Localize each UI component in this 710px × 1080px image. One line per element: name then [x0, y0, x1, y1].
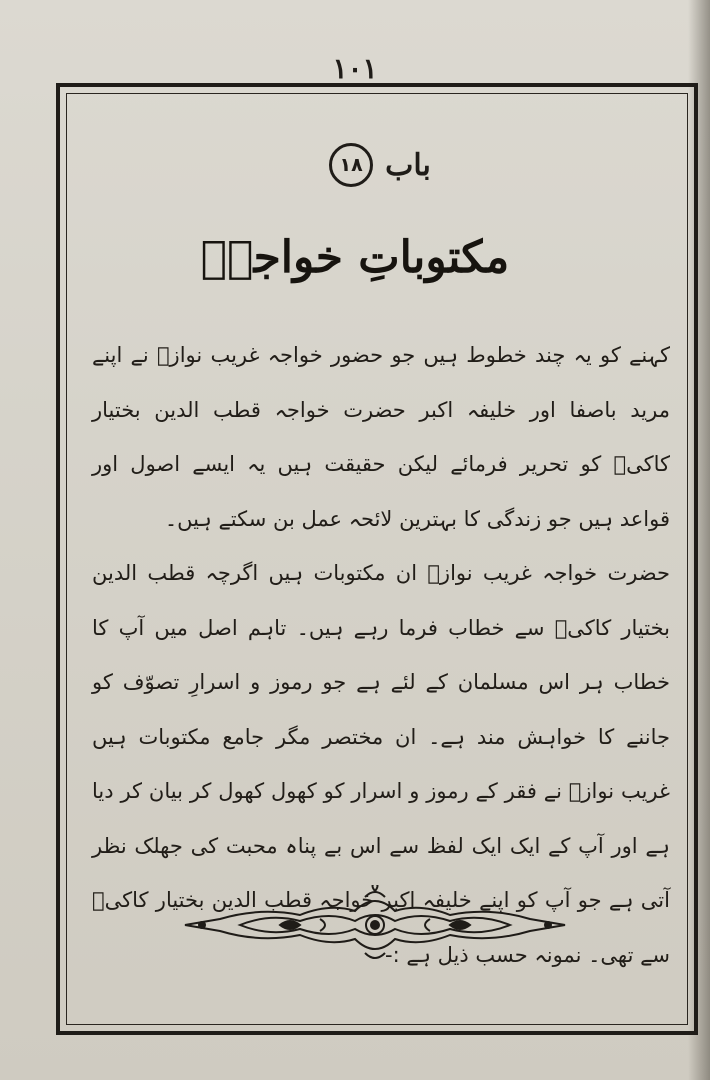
paragraph: حضرت خواجہ غریب نوازؒ ان مکتوبات ہیں اگرچہ قطب الدین بختیار کاکیؒ سے خطاب فرما رہے ہیں۔ تاہم اصل میں آپ کا خطاب ہر اس مسلمان کے لئے ہے جو رموز و اسرارِ تصوّف کو جاننے کا خواہش مند ہے۔ ان مختصر مگر جامع مکتوبات ہیں غریب نوازؒ نے فقر کے رموز و اسرار کو کھول کھول کر بیان کر دیا ہے اور آپ کے ایک ایک لفظ سے اس بے پناہ محبت کی جھلک نظر آتی ہے جو آپ کو اپنے خلیفہ اکبر خواجہ قطب الدین بختیار کاکیؒ سے تھی۔ نمونہ حسب ذیل ہے :- [92, 561, 670, 967]
chapter-number-badge [329, 143, 373, 187]
chapter-number: ۱۸ [339, 154, 363, 176]
chapter-heading [290, 142, 470, 188]
body-text [92, 328, 670, 982]
floral-divider-ornament-icon [180, 885, 570, 965]
page-number: ۱۰۱ [332, 52, 378, 85]
chapter-label: باب [385, 147, 431, 183]
chapter-title: مکتوباتِ خواجہؒ [200, 232, 510, 283]
paragraph: کہنے کو یہ چند خطوط ہیں جو حضور خواجہ غریب نوازؒ نے اپنے مرید باصفا اور خلیفہ اکبر حضرت خواجہ قطب الدین بختیار کاکیؒ کو تحریر فرمائے لیکن حقیقت ہیں یہ ایسے اصول اور قواعد ہیں جو زندگی کا بہترین لائحہ عمل بن سکتے ہیں۔ [92, 343, 670, 531]
